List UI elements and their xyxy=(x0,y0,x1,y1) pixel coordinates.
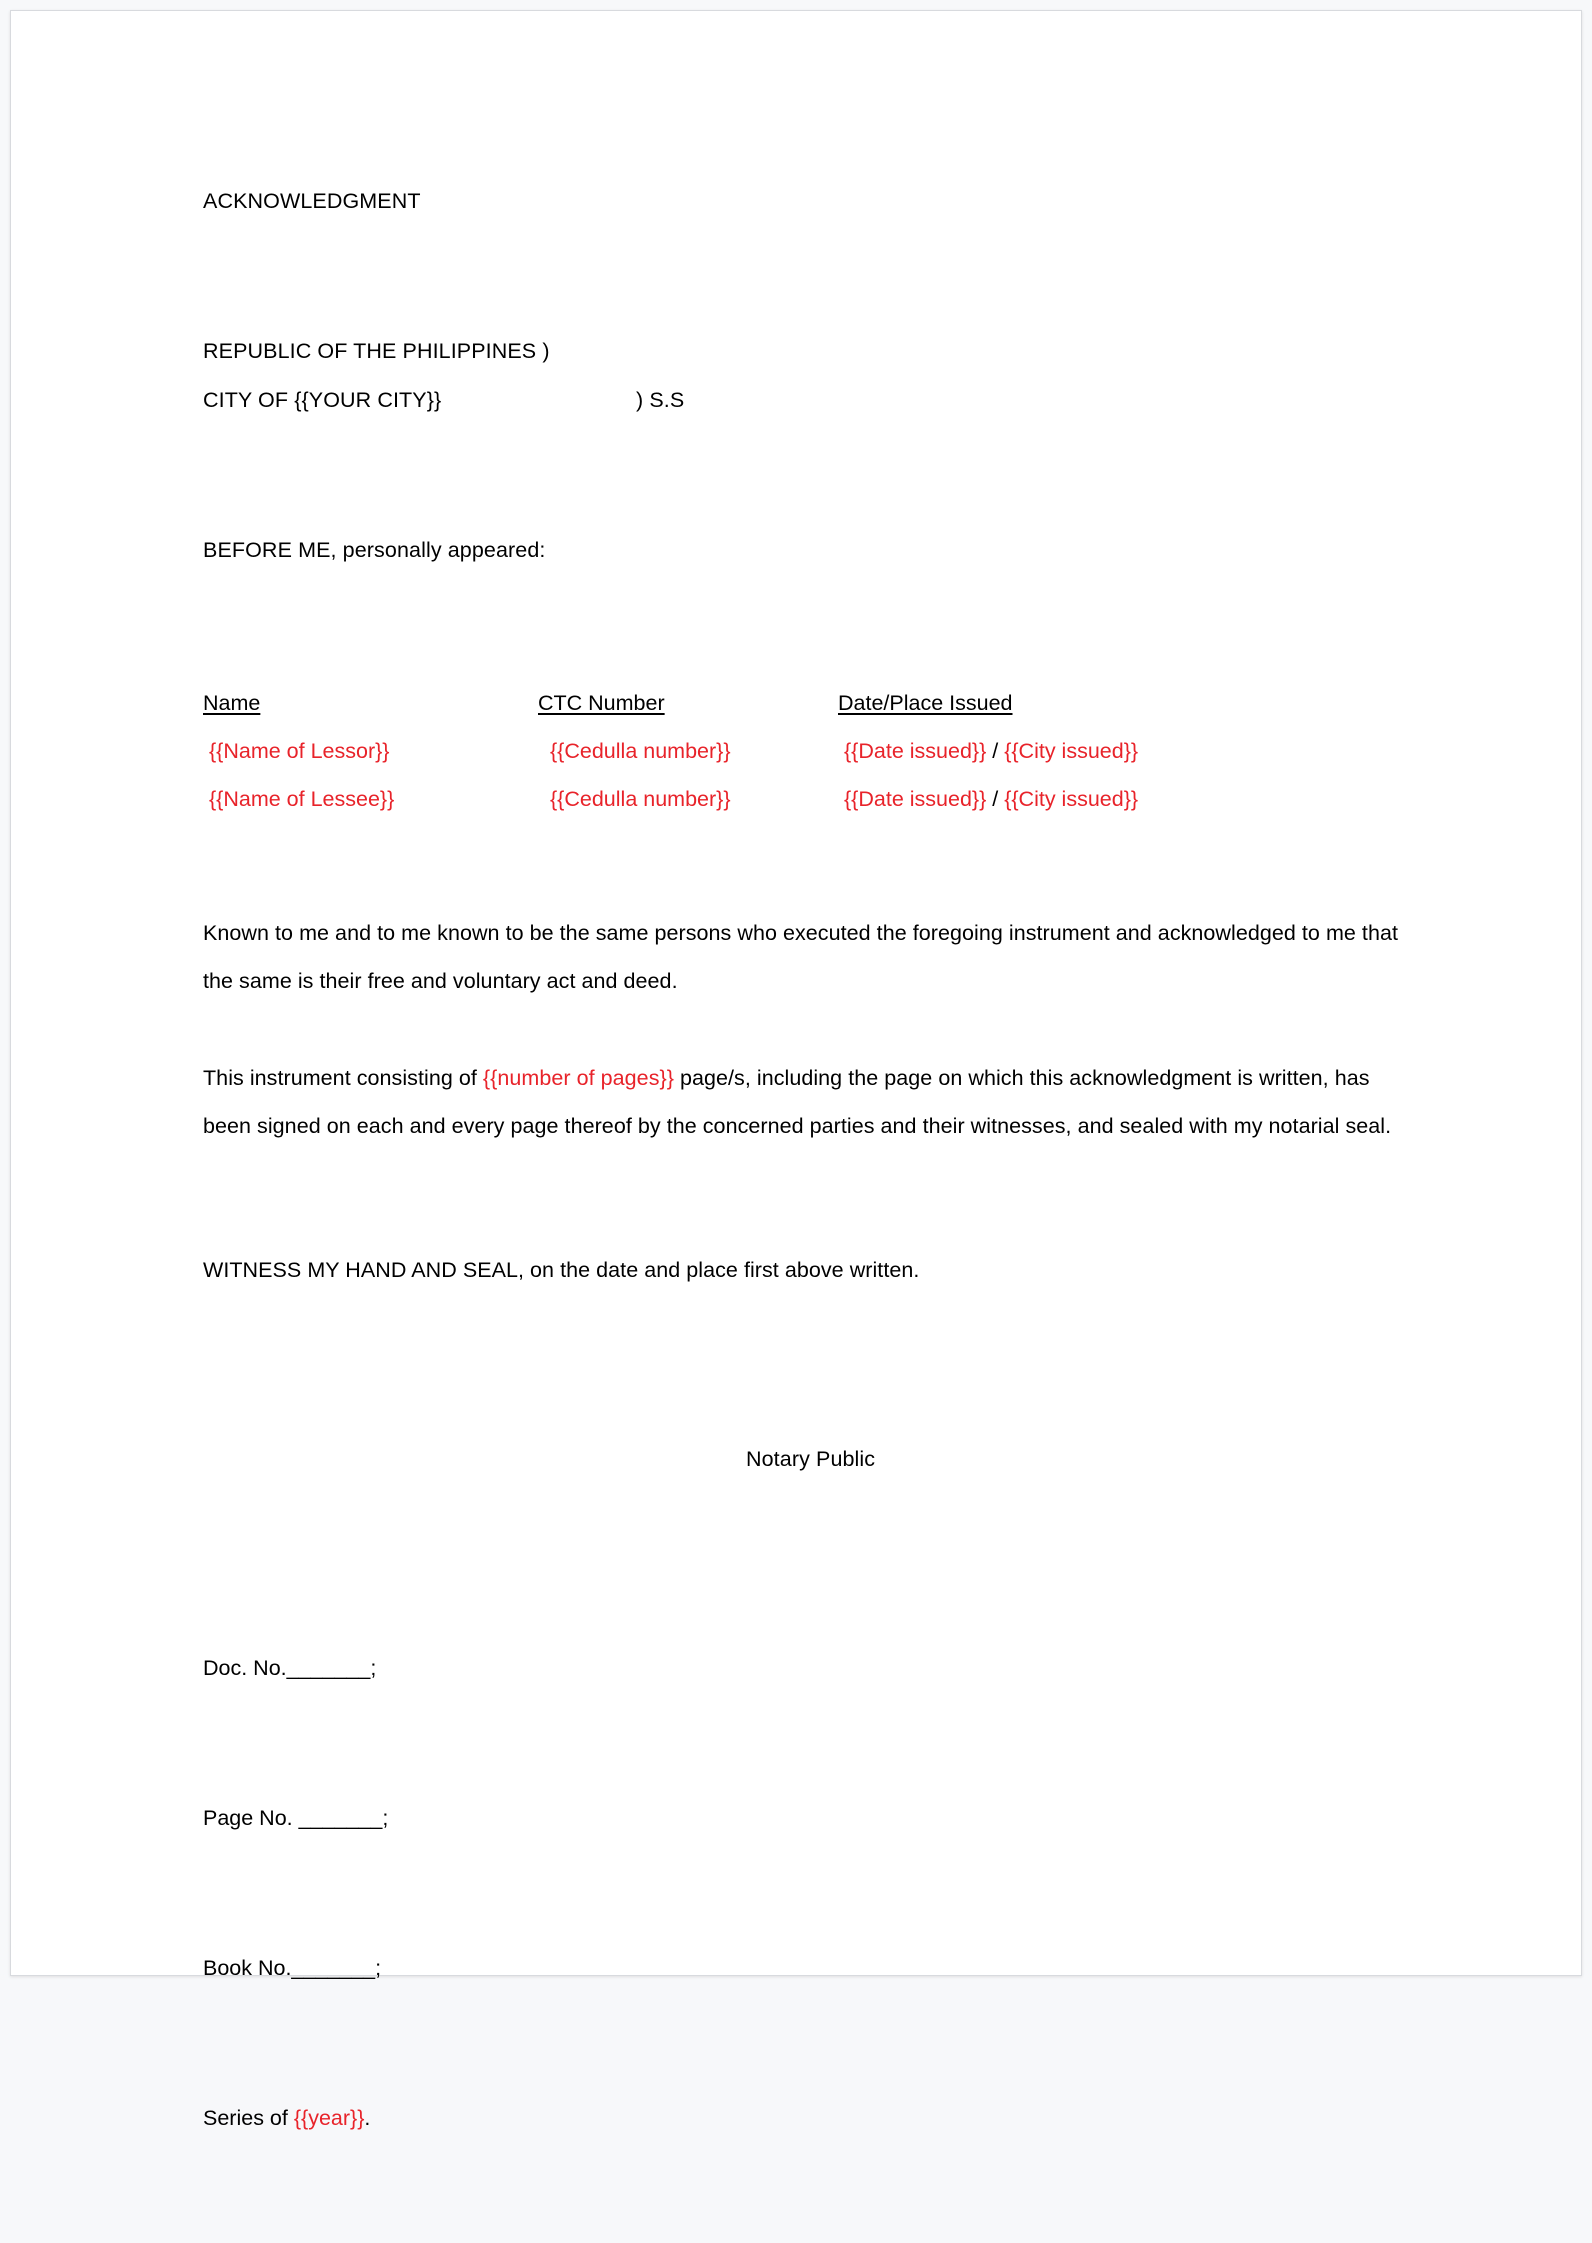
appearance-table xyxy=(203,679,1243,823)
column-header-name-label: Name xyxy=(203,691,261,715)
venue-republic-line: REPUBLIC OF THE PHILIPPINES ) xyxy=(203,339,550,363)
appearance-table-body xyxy=(203,727,1243,823)
document-body xyxy=(11,11,1581,2130)
series-suffix: . xyxy=(364,2106,371,2130)
column-header-ctc-number-label: CTC Number xyxy=(538,691,665,715)
series-line xyxy=(203,2093,388,2143)
paragraph-instrument-suffix: page/s, including the page on which this acknowledgment is written, has been signed on each and every page thereof by the concerned parties and their witnesses, and sealed with my notarial seal. xyxy=(203,1066,1392,1138)
cell-city-issued: {{City issued}} xyxy=(1004,787,1139,811)
paragraph-witness: WITNESS MY HAND AND SEAL, on the date and place first above written. xyxy=(203,1258,920,1282)
paragraph-instrument-prefix: This instrument consisting of xyxy=(203,1066,483,1090)
date-place-separator: / xyxy=(986,739,1005,763)
date-place-separator: / xyxy=(986,787,1005,811)
document-page xyxy=(10,10,1582,2130)
paragraph-known-to-me: Known to me and to me known to be the same persons who executed the foregoing instrument and acknowledged to me that the same is their free and voluntary act and deed. xyxy=(203,921,1398,993)
placeholder-year: {{year}} xyxy=(293,2106,365,2130)
before-me-line: BEFORE ME, personally appeared: xyxy=(203,538,546,562)
cell-date-place-issued xyxy=(838,727,1243,775)
placeholder-number-of-pages: {{number of pages}} xyxy=(482,1066,674,1090)
venue-ss-marker: ) S.S xyxy=(636,388,685,412)
cell-name: {{Name of Lessee}} xyxy=(209,787,395,811)
column-header-name xyxy=(203,679,538,727)
page-title: ACKNOWLEDGMENT xyxy=(203,189,421,213)
cell-date-issued: {{Date issued}} xyxy=(844,787,987,811)
venue-city-line: CITY OF {{YOUR CITY}} xyxy=(203,388,442,412)
cell-ctc-number: {{Cedulla number}} xyxy=(550,787,731,811)
notary-public-label: Notary Public xyxy=(746,1447,876,1471)
paragraph-instrument xyxy=(203,1054,1403,1150)
table-row xyxy=(203,775,1243,823)
page-no-line: Page No. _______; xyxy=(203,1806,389,1830)
column-header-date-place-issued-label: Date/Place Issued xyxy=(838,691,1013,715)
column-header-date-place-issued xyxy=(838,679,1243,727)
book-no-line: Book No._______; xyxy=(203,1956,382,1980)
cell-name: {{Name of Lessor}} xyxy=(209,739,390,763)
cell-date-place-issued xyxy=(838,775,1243,823)
cell-city-issued: {{City issued}} xyxy=(1004,739,1139,763)
table-header-row xyxy=(203,679,1243,727)
column-header-ctc-number xyxy=(538,679,838,727)
doc-no-line: Doc. No._______; xyxy=(203,1656,377,1680)
registry-block xyxy=(203,1543,388,2243)
series-prefix: Series of xyxy=(203,2106,294,2130)
appearance-table-header xyxy=(203,679,1243,727)
cell-date-issued: {{Date issued}} xyxy=(844,739,987,763)
cell-ctc-number: {{Cedulla number}} xyxy=(550,739,731,763)
table-row xyxy=(203,727,1243,775)
